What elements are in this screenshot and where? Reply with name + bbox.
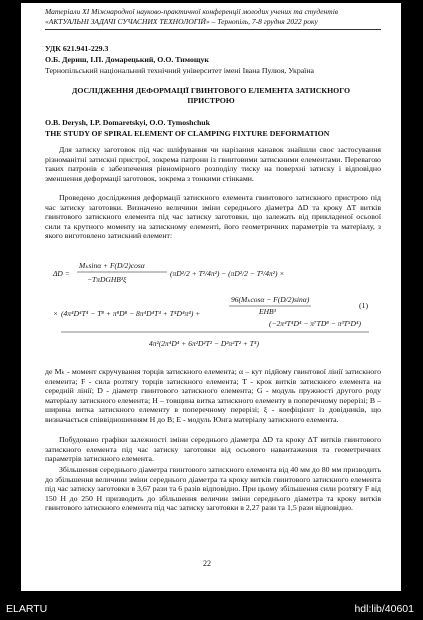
formula-times: × bbox=[53, 309, 59, 318]
footer-handle: hdl:lib/40601 bbox=[354, 603, 414, 615]
paragraph-graphs: Побудовано графіки залежності зміни середнього діаметра ΔD та кроку ΔT витків гвинтового затискного елемента під час затиску заготовки від осьового навантаження та геометричних параметрів затискного елемента. bbox=[45, 435, 381, 464]
title-ua: ДОСЛІДЖЕННЯ ДЕФОРМАЦІЇ ГВИНТОВОГО ЕЛЕМЕНТА ЗАТИСКНОГО ПРИСТРОЮ bbox=[71, 86, 351, 105]
paragraph-notation: де Мₖ - момент скручування торців затискного елемента; α – кут підйому гвинтової лінії затискного елемента; F - сила розтягу торців затискного елемента; T - крок витків затискного елемента на середній лінії; D - діаметр гвинтового затискного елемента; G - модуль пружності другого роду матеріалу затискного елемента; H – товщина витка затискного елементу в поперечному перерізі; B – ширина витка затискного елементу в поперечному перерізі; ξ - коефіцієнт із довідників, що визначається співвідношенням H до B; E - модуль Юнга матеріалу затискного елемента. bbox=[45, 367, 381, 424]
paragraph-intro: Для затиску заготовок під час шліфування чи нарізання канавок знайшли своє застосування різноманітні затискні пристрої, зокрема патрони із гвинтовими затискними елементами. Перевагою таких патронів є забезпечення рівномірного розподілу тиску на поверхні затиску і відповідно зменшення деформації заготовок, зокрема з тонкими стінками. bbox=[45, 145, 381, 183]
page-number: 22 bbox=[203, 559, 211, 568]
formula-row2-b-num: 96(Mₖcosα − F(D/2)sinα) bbox=[231, 295, 310, 304]
formula-row3: 4π²(2π⁴D⁴ + 6π²D²T² − D²π²T² + T⁴) bbox=[149, 339, 260, 348]
formula-row2-c: (−2π⁴T⁴D⁴ − π⁷TD⁸ − π³T⁵D⁴) bbox=[269, 319, 361, 328]
deformation-formula bbox=[49, 250, 389, 363]
title-en: THE STUDY OF SPIRAL ELEMENT OF CLAMPING FIXTURE DEFORMATION bbox=[45, 129, 330, 138]
authors-ua: О.Б. Дериш, І.П. Домарецький, О.О. Тимощук bbox=[45, 55, 209, 64]
formula-row2-a: (4π⁴D⁴T⁴ − T⁸ + π⁸D⁸ − 8π⁴D⁴T⁴ + T⁴D⁴π⁴) + bbox=[61, 309, 201, 318]
formula-row2-b-den: EHB³ bbox=[259, 307, 276, 316]
document-page bbox=[21, 3, 401, 591]
formula-bracket-1: (πD²/2 + T²/4π²) − (πD²/2 − T²/4π²) × bbox=[170, 269, 285, 278]
conference-line-2: «АКТУАЛЬНІ ЗАДАЧІ СУЧАСНИХ ТЕХНОЛОГІЙ» – Тернопіль, 7-8 грудня 2022 року bbox=[45, 16, 318, 26]
affiliation: Тернопільський національний технічний університет імені Івана Пулюя, Україна bbox=[45, 66, 314, 75]
paragraph-results: Збільшення середнього діаметра гвинтового затискного елемента від 40 мм до 80 мм призводить до збільшення величини зміни середнього діаметра та кроку витків гвинтового затискного елемента під час затиску заготовки в 3,67 рази та 6 разів відповідно. При цьому збільшення сили розтягу F від 150 Н до 250 Н призводить до збільшення величин зміни середнього діаметра та кроку витків гвинтового затискного елемента під час затиску заготовки в 2,27 рази та 1,5 рази відповідно. bbox=[45, 465, 381, 513]
paragraph-method: Проведено дослідження деформації затискного елемента гвинтового затискного пристрою під час затиску заготовки. Визначено величини зміни середнього діаметра ΔD та кроку ΔT витків гвинтового затискного елемента під час затиску заготовки, що залежать від прикладеної осьової сили та крутного моменту на затискному елементі, його геометричних параметрів та матеріалу, з якого виготовлено затискний елемент: bbox=[45, 193, 381, 241]
formula-denominator: −TπDGHB³ξ bbox=[87, 275, 127, 284]
formula-numerator: Mₖsinα + F(D/2)cosα bbox=[79, 261, 145, 270]
conference-line-1: Матеріали ХІ Міжнародної науково-практичної конференції молодих учених та студентів bbox=[45, 7, 339, 16]
formula-lhs: ΔD = bbox=[53, 269, 70, 278]
header-divider bbox=[45, 29, 381, 30]
authors-en: O.B. Derysh, I.P. Domaretskyi, O.O. Tymoshchuk bbox=[45, 118, 210, 127]
udc-code: УДК 621.941-229.3 bbox=[45, 44, 109, 53]
footer-repository: ELARTU bbox=[6, 603, 48, 615]
conference-header bbox=[45, 7, 385, 26]
formula-number: (1) bbox=[359, 301, 369, 310]
